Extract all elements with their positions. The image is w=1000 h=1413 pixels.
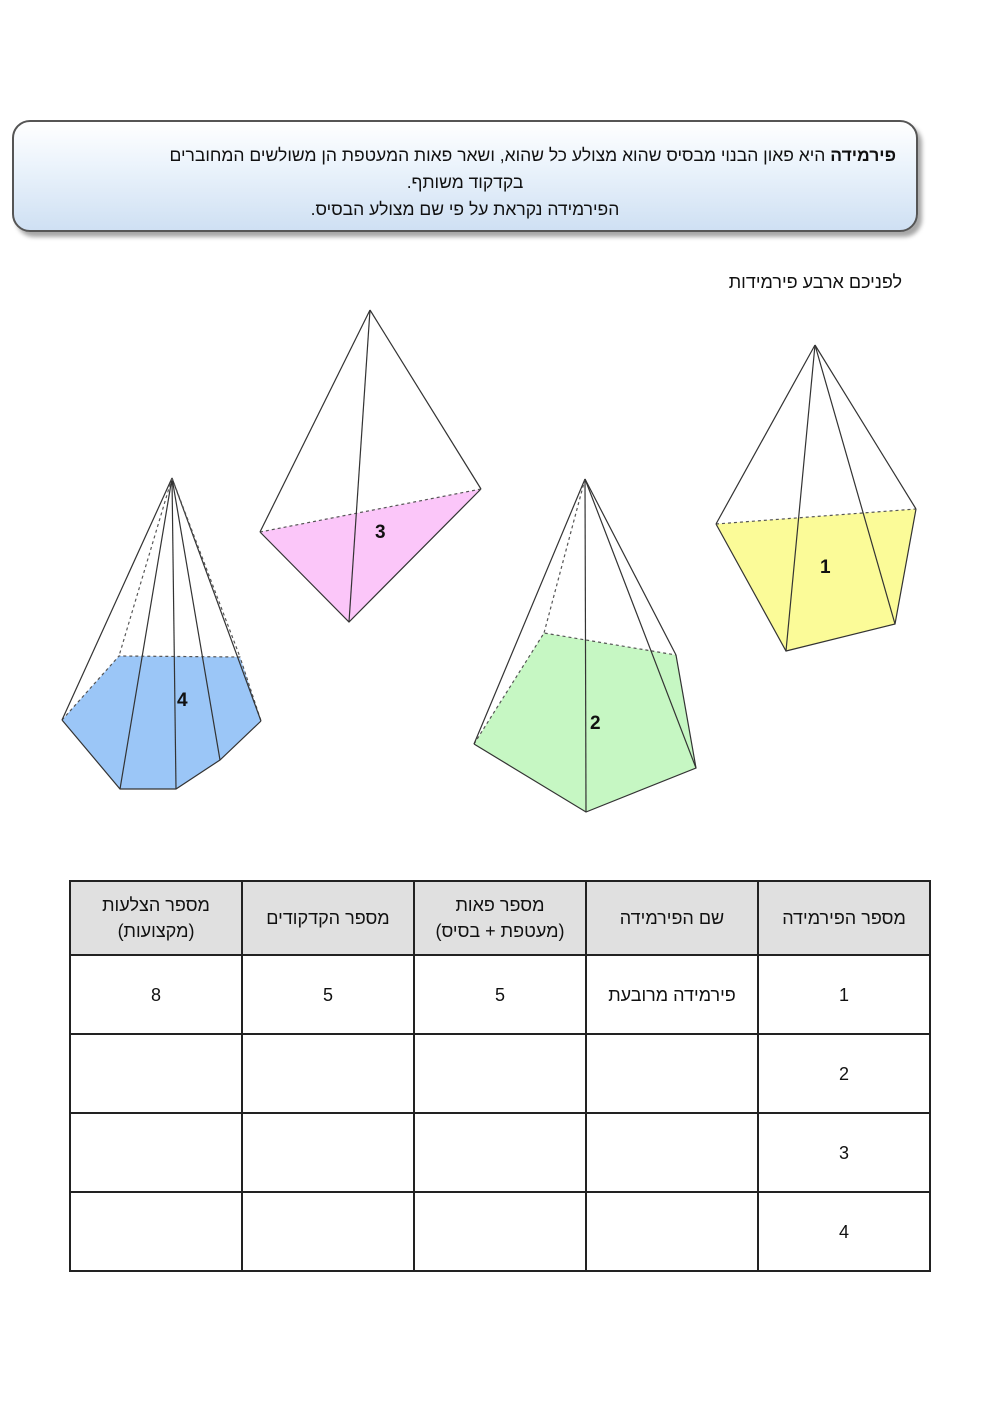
header-faces-count <box>414 881 586 955</box>
intro-text: לפניכם ארבע פירמידות <box>728 272 902 292</box>
cell-faces[interactable] <box>414 1034 586 1113</box>
cell-faces[interactable]: 5 <box>414 955 586 1034</box>
cell-vertices[interactable] <box>242 1192 414 1271</box>
pyramid-2-label: 2 <box>590 713 601 734</box>
cell-number: 3 <box>758 1113 930 1192</box>
cell-name[interactable]: פירמידה מרובעת <box>586 955 758 1034</box>
header-edges-line1: מספר הצלעות <box>102 895 210 915</box>
pyramid-1 <box>716 345 916 651</box>
pyramid-3-label: 3 <box>375 522 386 543</box>
header-pyramid-number: מספר הפירמידה <box>758 881 930 955</box>
pyramids-table <box>69 880 931 1272</box>
definition-line-3: הפירמידה נקראת על פי שם מצולע הבסיס. <box>310 199 620 219</box>
cell-name[interactable] <box>586 1034 758 1113</box>
table-row <box>70 1192 930 1271</box>
pyramid-4 <box>62 478 261 789</box>
table-row <box>70 1113 930 1192</box>
pyramid-1-base <box>716 509 916 651</box>
pyramid-4-base <box>62 656 261 789</box>
definition-line-1 <box>34 142 896 169</box>
pyramid-3 <box>260 310 481 622</box>
cell-vertices[interactable] <box>242 1034 414 1113</box>
header-edges-line2: (מקצועות) <box>117 921 195 941</box>
cell-edges[interactable] <box>70 1034 242 1113</box>
cell-edges[interactable]: 8 <box>70 955 242 1034</box>
cell-number: 1 <box>758 955 930 1034</box>
cell-vertices[interactable]: 5 <box>242 955 414 1034</box>
cell-faces[interactable] <box>414 1192 586 1271</box>
header-faces-line2: (מעטפת + בסיס) <box>435 921 565 941</box>
cell-vertices[interactable] <box>242 1113 414 1192</box>
table-row <box>70 955 930 1034</box>
cell-edges[interactable] <box>70 1113 242 1192</box>
cell-number: 4 <box>758 1192 930 1271</box>
table-header-row <box>70 881 930 955</box>
pyramids-figure <box>0 290 1000 830</box>
cell-name[interactable] <box>586 1113 758 1192</box>
table-row <box>70 1034 930 1113</box>
header-faces-line1: מספר פאות <box>455 895 545 915</box>
header-pyramid-name: שם הפירמידה <box>586 881 758 955</box>
pyramid-1-label: 1 <box>820 557 831 578</box>
cell-faces[interactable] <box>414 1113 586 1192</box>
definition-box <box>12 120 918 232</box>
header-edges-count <box>70 881 242 955</box>
cell-name[interactable] <box>586 1192 758 1271</box>
pyramid-2 <box>474 479 696 812</box>
pyramid-4-label: 4 <box>177 690 188 711</box>
definition-term: פירמידה <box>830 145 896 165</box>
cell-number: 2 <box>758 1034 930 1113</box>
header-vertices-count: מספר הקדקודים <box>242 881 414 955</box>
pyramid-3-base <box>260 489 481 622</box>
definition-line-2: בקדקוד משותף. <box>406 172 524 192</box>
cell-edges[interactable] <box>70 1192 242 1271</box>
definition-text: היא פאון הבנוי מבסיס שהוא מצולע כל שהוא, ושאר פאות המעטפת הן משולשים המחוברים <box>169 145 831 165</box>
